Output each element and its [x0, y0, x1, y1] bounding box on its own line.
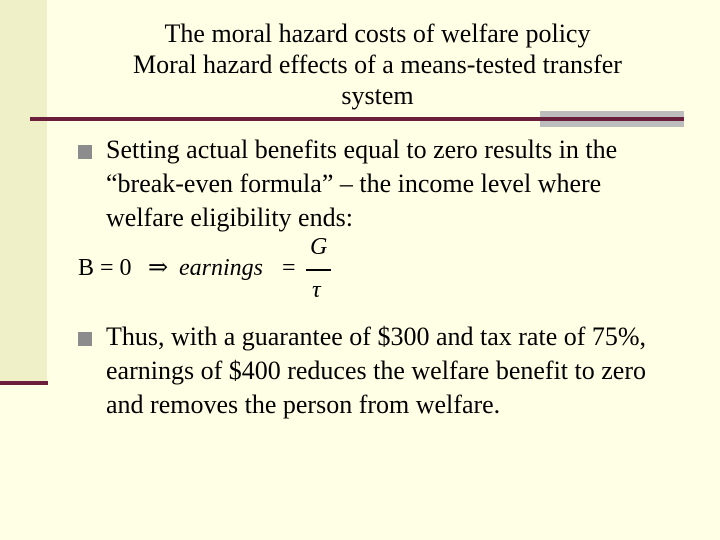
formula-numerator: G: [310, 234, 328, 260]
formula-denominator: τ: [312, 277, 321, 303]
bullet-square-icon: [78, 332, 92, 346]
bullet-square-icon: [78, 145, 92, 159]
left-accent-line: [0, 381, 48, 385]
left-decorative-bar: [0, 0, 47, 384]
title-line-2: Moral hazard effects of a means-tested transfer system: [133, 50, 622, 110]
implies-symbol: ⇒: [148, 255, 169, 281]
break-even-formula: [78, 234, 378, 308]
formula-lhs: B = 0: [78, 255, 132, 281]
bullet-text-1: Setting actual benefits equal to zero results in the “break-even formula” – the income level where welfare eligibility ends:: [106, 135, 618, 232]
formula-earnings: earnings: [179, 255, 263, 281]
title-rule: [30, 117, 684, 121]
title-line-1: The moral hazard costs of welfare policy: [164, 19, 591, 48]
slide-title: [100, 18, 655, 111]
fraction-bar: [306, 269, 331, 271]
formula-equals: =: [282, 255, 296, 281]
bullet-text-2: Thus, with a guarantee of $300 and tax rate of 75%, earnings of $400 reduces the welfare benefit to zero and removes the person from welfare.: [106, 322, 647, 419]
